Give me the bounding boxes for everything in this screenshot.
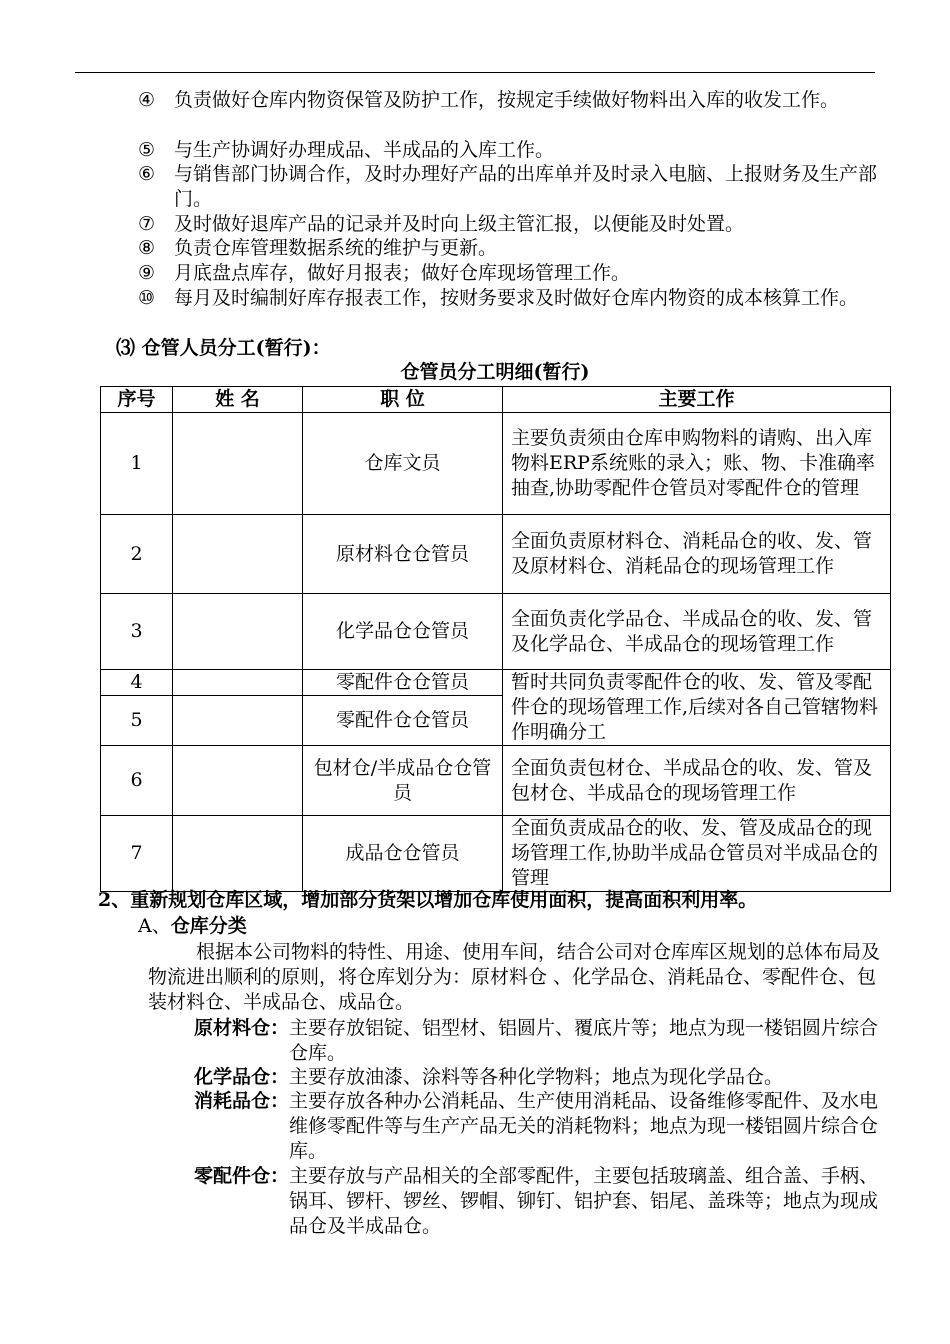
header-position: 职 位	[303, 387, 503, 413]
cell-work: 全面负责化学品仓、半成品仓的收、发、管及化学品仓、半成品仓的现场管理工作	[503, 594, 891, 670]
duty-number: ⑨	[138, 262, 156, 284]
duty-number: ⑩	[138, 287, 156, 309]
duty-item	[138, 212, 878, 237]
cell-position: 化学品仓仓管员	[303, 594, 503, 670]
warehouse-definition	[194, 1164, 884, 1239]
cell-no: 2	[101, 515, 173, 594]
cell-name	[173, 515, 303, 594]
header-no: 序号	[101, 387, 173, 413]
duty-number: ⑥	[138, 163, 156, 185]
cell-position: 原材料仓仓管员	[303, 515, 503, 594]
duty-number: ④	[138, 89, 156, 111]
cell-position: 包材仓/半成品仓仓管员	[303, 746, 503, 816]
warehouse-definition	[194, 1016, 884, 1066]
cell-name	[173, 816, 303, 892]
warehouse-definition	[194, 1065, 884, 1090]
duty-item	[138, 162, 878, 212]
duty-text: 每月及时编制好库存报表工作，按财务要求及时做好仓库内物资的成本核算工作。	[174, 287, 859, 309]
duty-text: 负责做好仓库内物资保管及防护工作，按规定手续做好物料出入库的收发工作。	[174, 89, 840, 111]
duty-item	[138, 88, 878, 113]
warehouse-term: 消耗品仓：	[194, 1090, 290, 1112]
table-row	[101, 413, 891, 515]
duty-text: 与销售部门协调合作，及时办理好产品的出库单并及时录入电脑、上报财务及生产部门。	[174, 163, 878, 210]
header-name: 姓 名	[173, 387, 303, 413]
cell-work: 全面负责原材料仓、消耗品仓的收、发、管及原材料仓、消耗品仓的现场管理工作	[503, 515, 891, 594]
cell-no: 6	[101, 746, 173, 816]
duty-number: ⑦	[138, 213, 156, 235]
intro-paragraph: 根据本公司物料的特性、用途、使用车间，结合公司对仓库库区规划的总体布局及物流进出顺利的原则，将仓库划分为：原材料仓 、化学品仓、消耗品仓、零配件仓、包装材料仓、半成品仓、成品仓。	[148, 941, 881, 1013]
cell-name	[173, 670, 303, 696]
duty-item	[138, 236, 878, 261]
table-row	[101, 746, 891, 816]
cell-work: 主要负责须由仓库申购物料的请购、出入库物料ERP系统账的录入；账、物、卡准确率抽查,协助零配件仓管员对零配件仓的管理	[503, 413, 891, 515]
cell-position: 仓库文员	[303, 413, 503, 515]
duty-text: 月底盘点库存，做好月报表；做好仓库现场管理工作。	[174, 262, 631, 284]
table-row	[101, 594, 891, 670]
duty-number: ⑧	[138, 237, 156, 259]
cell-no: 3	[101, 594, 173, 670]
header-rule	[75, 72, 875, 73]
cell-no: 7	[101, 816, 173, 892]
duty-text: 及时做好退库产品的记录并及时向上级主管汇报，以便能及时处置。	[174, 213, 745, 235]
cell-work: 暂时共同负责零配件仓的收、发、管及零配件仓的现场管理工作,后续对各自己管辖物料作明确分工	[503, 670, 891, 746]
cell-no: 1	[101, 413, 173, 515]
duty-item	[138, 286, 878, 311]
section-heading: ⑶ 仓管人员分工(暂行)：	[116, 337, 331, 359]
warehouse-definition	[194, 1089, 884, 1164]
duty-text: 与生产协调好办理成品、半成品的入库工作。	[174, 139, 555, 161]
warehouse-desc: 主要存放油漆、涂料等各种化学物料；地点为现化学品仓。	[289, 1066, 784, 1088]
table-header-row	[101, 387, 891, 413]
cell-name	[173, 746, 303, 816]
cell-position: 成品仓仓管员	[303, 816, 503, 892]
staff-table	[100, 386, 891, 892]
duty-text: 负责仓库管理数据系统的维护与更新。	[174, 237, 498, 259]
table-row	[101, 670, 891, 696]
table-row	[101, 816, 891, 892]
cell-name	[173, 413, 303, 515]
section-heading: 2、重新规划仓库区域，增加部分货架以增加仓库使用面积，提高面积利用率。	[98, 889, 758, 911]
cell-work: 全面负责包材仓、半成品仓的收、发、管及包材仓、半成品仓的现场管理工作	[503, 746, 891, 816]
subsection-heading	[138, 914, 247, 939]
duty-item	[138, 138, 878, 163]
table-caption: 仓管员分工明细(暂行)	[400, 361, 590, 383]
cell-name	[173, 594, 303, 670]
warehouse-desc: 主要存放与产品相关的全部零配件，主要包括玻璃盖、组合盖、手柄、锅耳、锣杆、锣丝、锣帽、铆钉、铝护套、铝尾、盖珠等；地点为现成品仓及半成品仓。	[289, 1165, 879, 1237]
warehouse-term: 零配件仓：	[194, 1165, 290, 1187]
warehouse-term: 化学品仓：	[194, 1066, 290, 1088]
cell-no: 5	[101, 696, 173, 746]
cell-no: 4	[101, 670, 173, 696]
warehouse-desc: 主要存放各种办公消耗品、生产使用消耗品、设备维修零配件、及水电维修零配件等与生产产品无关的消耗物料；地点为现一楼铝圆片综合仓库。	[289, 1090, 879, 1162]
warehouse-term: 原材料仓：	[194, 1017, 290, 1039]
warehouse-desc: 主要存放铝锭、铝型材、铝圆片、覆底片等；地点为现一楼铝圆片综合仓库。	[289, 1017, 879, 1064]
cell-position: 零配件仓仓管员	[303, 696, 503, 746]
cell-position: 零配件仓仓管员	[303, 670, 503, 696]
duty-item	[138, 261, 878, 286]
subsection-title: 仓库分类	[170, 915, 247, 937]
cell-name	[173, 696, 303, 746]
header-work: 主要工作	[503, 387, 891, 413]
table-row	[101, 515, 891, 594]
cell-work: 全面负责成品仓的收、发、管及成品仓的现场管理工作,协助半成品仓管员对半成品仓的管理	[503, 816, 891, 892]
duty-number: ⑤	[138, 139, 156, 161]
subsection-prefix: A、	[138, 915, 171, 937]
